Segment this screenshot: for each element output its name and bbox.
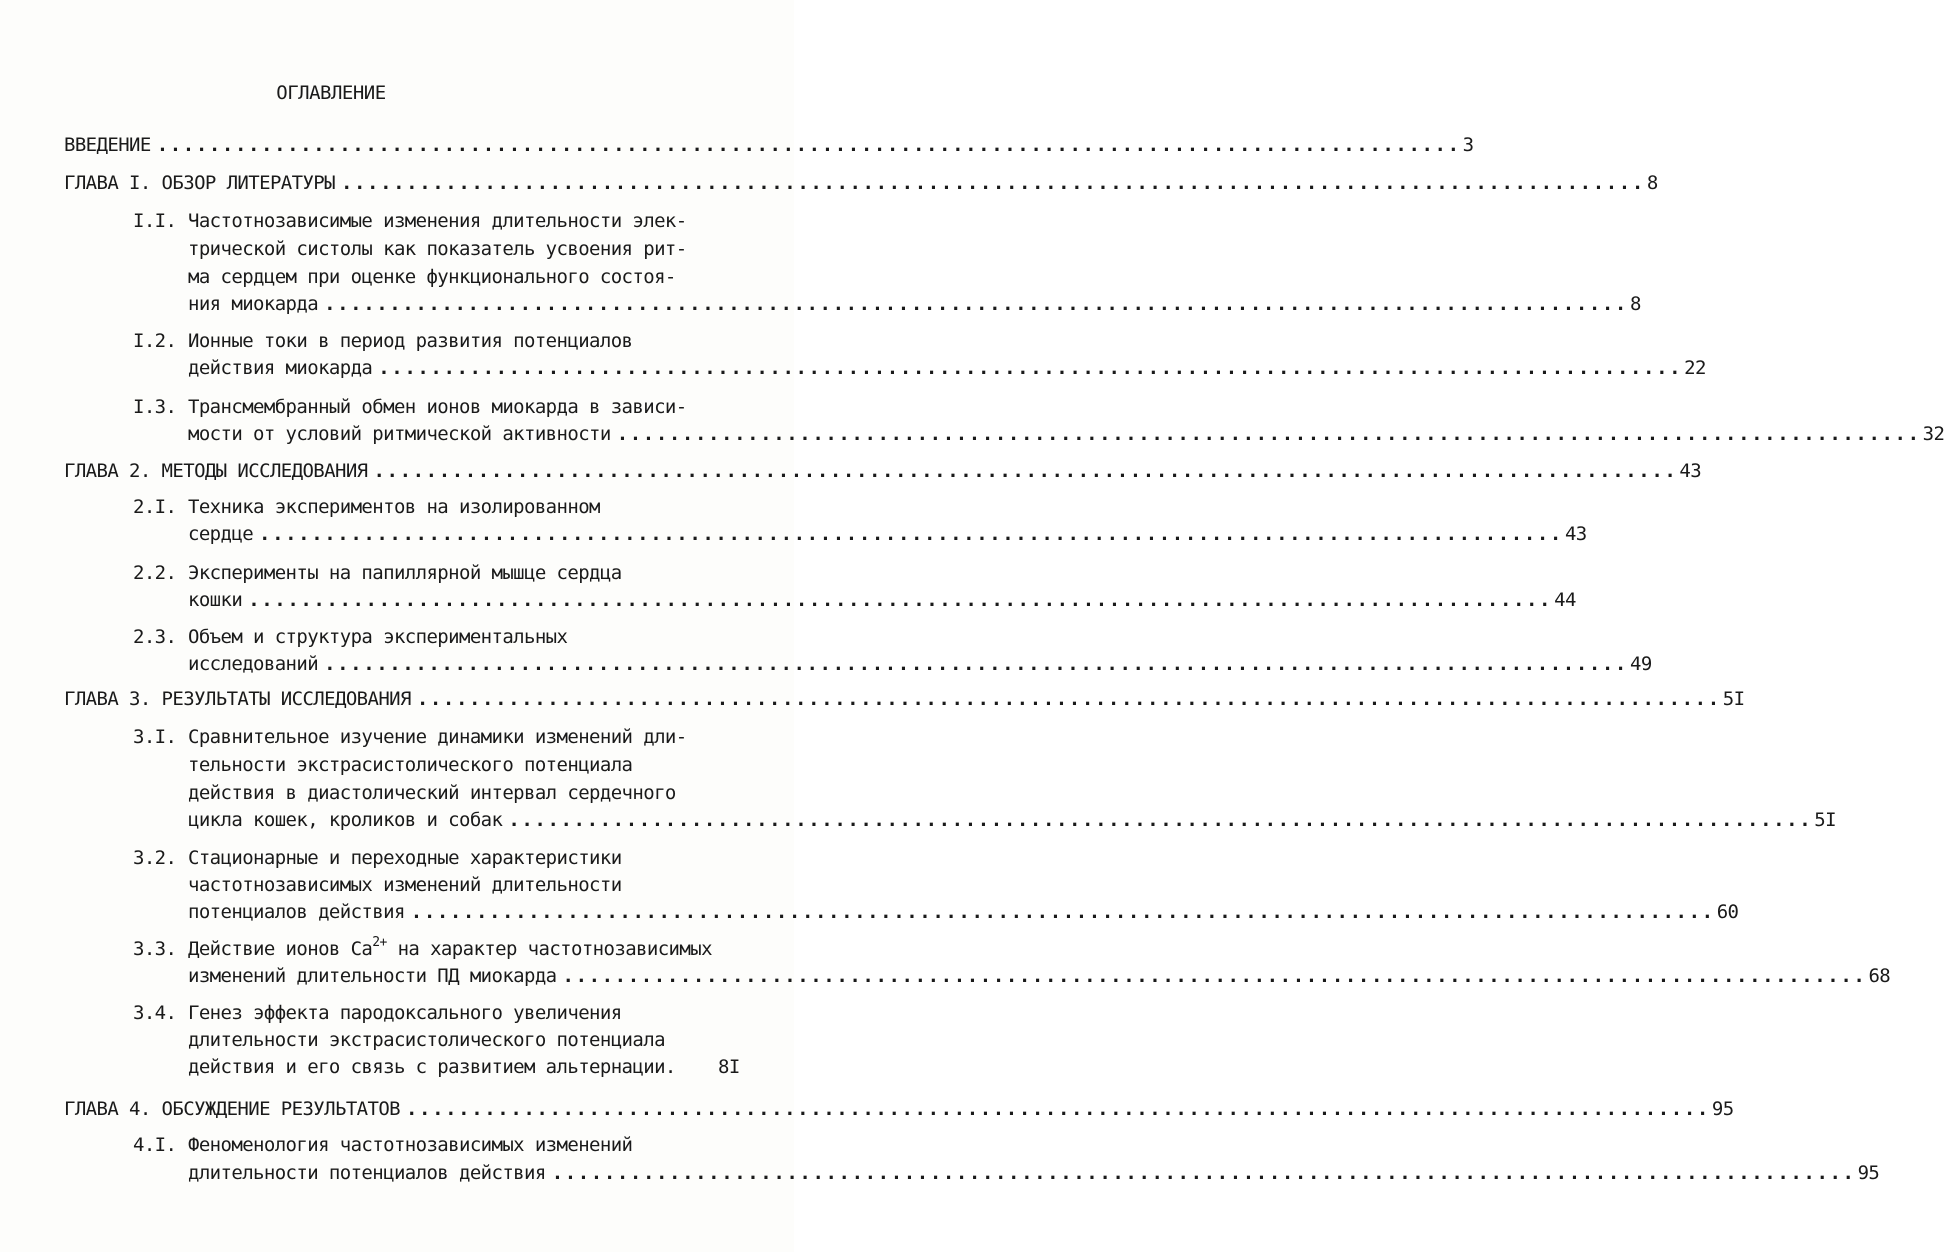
toc-entry-text: цикла кошек, кроликов и собак xyxy=(188,809,503,831)
toc-entry-text: ВВЕДЕНИЕ xyxy=(64,134,151,156)
toc-page-number: 5I xyxy=(1814,809,1836,831)
toc-chapter-3 xyxy=(64,686,1745,712)
toc-page-number: 95 xyxy=(1857,1162,1880,1184)
section-text-line xyxy=(188,936,712,962)
toc-page-number: 44 xyxy=(1554,589,1576,611)
section-text-line: тельности экстрасистолического потенциала xyxy=(188,754,633,776)
dot-leader: .................................................................................................... xyxy=(551,1162,1856,1184)
dot-leader: .................................................................................................... xyxy=(373,460,1678,482)
dot-leader: .................................................................................................... xyxy=(616,423,1921,445)
dot-leader: .................................................................................................... xyxy=(340,172,1645,194)
section-text-line: Генез эффекта пародоксального увеличения xyxy=(188,1002,622,1024)
section-number: 2.2. xyxy=(133,562,177,584)
toc-entry-text: ния миокарда xyxy=(188,293,319,315)
section-text-line: длительности экстрасистолического потенциала xyxy=(188,1029,665,1051)
page-title: ОГЛАВЛЕНИЕ xyxy=(276,82,386,104)
section-text-line: Частотнозависимые изменения длительности элек- xyxy=(188,210,687,232)
section-text-line: Трансмембранный обмен ионов миокарда в зависи- xyxy=(188,396,687,418)
toc-chapter-1 xyxy=(64,170,1658,196)
toc-section-2-2 xyxy=(188,587,1576,613)
dot-leader: .................................................................................................... xyxy=(410,901,1715,923)
section-text-line: Эксперименты на папиллярной мышце сердца xyxy=(188,562,622,584)
toc-entry-text: мости от условий ритмической активности xyxy=(188,423,611,445)
toc-page-number: 8 xyxy=(1629,293,1641,315)
toc-section-2-1 xyxy=(188,521,1587,547)
section-text-line: Феноменология частотнозависимых изменений xyxy=(188,1134,633,1156)
section-text-line: Стационарные и переходные характеристики xyxy=(188,847,622,869)
toc-page-number: 95 xyxy=(1711,1098,1734,1120)
section-text-line: ма сердцем при оценке функционального состоя- xyxy=(188,266,676,288)
section-number: 3.I. xyxy=(133,726,177,748)
toc-page-number: 8 xyxy=(1646,172,1658,194)
toc-page-number: 43 xyxy=(1679,460,1702,482)
section-number: I.3. xyxy=(133,396,177,418)
section-number: 3.2. xyxy=(133,847,177,869)
section-text-line: действия и его связь с развитием альтернации. xyxy=(188,1056,676,1078)
section-number: 2.3. xyxy=(133,626,177,648)
toc-page-number: 60 xyxy=(1716,901,1739,923)
section-number: 4.I. xyxy=(133,1134,177,1156)
toc-page-number: 43 xyxy=(1564,523,1587,545)
toc-section-3-3 xyxy=(188,963,1891,989)
section-number: 3.3. xyxy=(133,938,177,960)
dot-leader: .................................................................................................... xyxy=(416,688,1721,710)
toc-entry-text: сердце xyxy=(188,523,254,545)
section-text-line: действия в диастолический интервал сердечного xyxy=(188,782,676,804)
toc-page-number: 5I xyxy=(1722,688,1745,710)
dot-leader: .................................................................................................... xyxy=(406,1098,1710,1120)
toc-page-number: 3 xyxy=(1462,134,1474,156)
toc-section-1-3 xyxy=(188,421,1944,447)
toc-section-3-2 xyxy=(188,899,1739,925)
toc-section-4-1 xyxy=(188,1160,1880,1186)
toc-entry-text: ГЛАВА I. ОБЗОР ЛИТЕРАТУРЫ xyxy=(64,172,335,194)
section-text-part: на характер частотнозависимых xyxy=(386,938,712,960)
dot-leader: .................................................................................................... xyxy=(156,134,1461,156)
toc-entry-text: потенциалов действия xyxy=(188,901,405,923)
toc-chapter-2 xyxy=(64,458,1702,484)
toc-page-number: 68 xyxy=(1868,965,1891,987)
section-text-line: Техника экспериментов на изолированном xyxy=(188,496,600,518)
toc-section-2-3 xyxy=(188,651,1652,677)
dot-leader: .................................................................................................... xyxy=(324,653,1628,675)
section-text-line: Ионные токи в период развития потенциалов xyxy=(188,330,633,352)
toc-page-number: 32 xyxy=(1922,423,1944,445)
section-number: I.2. xyxy=(133,330,177,352)
toc-page-number: 49 xyxy=(1629,653,1652,675)
toc-chapter-4 xyxy=(64,1096,1734,1122)
toc-entry-text: исследований xyxy=(188,653,319,675)
toc-entry-text: ГЛАВА 2. МЕТОДЫ ИССЛЕДОВАНИЯ xyxy=(64,460,368,482)
toc-section-1-1 xyxy=(188,291,1641,317)
toc-entry-intro xyxy=(64,132,1474,158)
section-number: 3.4. xyxy=(133,1002,177,1024)
superscript-charge: 2+ xyxy=(372,935,387,950)
dot-leader: .................................................................................................... xyxy=(378,357,1683,379)
section-text-line: Сравнительное изучение динамики изменений дли- xyxy=(188,726,687,748)
toc-entry-text: ГЛАВА 3. РЕЗУЛЬТАТЫ ИССЛЕДОВАНИЯ xyxy=(64,688,411,710)
section-text-part: Действие ионов Са xyxy=(188,938,373,960)
dot-leader: .................................................................................................... xyxy=(324,293,1628,315)
toc-section-1-2 xyxy=(188,355,1706,381)
section-text-line: Объем и структура экспериментальных xyxy=(188,626,568,648)
dot-leader: .................................................................................................... xyxy=(508,809,1813,831)
toc-entry-text: длительности потенциалов действия xyxy=(188,1162,546,1184)
toc-entry-text: действия миокарда xyxy=(188,357,373,379)
dot-leader: .................................................................................................... xyxy=(248,589,1553,611)
dot-leader: .................................................................................................... xyxy=(259,523,1563,545)
section-number: I.I. xyxy=(133,210,177,232)
toc-page-number: 8I xyxy=(718,1056,740,1078)
section-number: 2.I. xyxy=(133,496,177,518)
section-text-line: трической систолы как показатель усвоения рит- xyxy=(188,238,687,260)
dot-leader: .................................................................................................... xyxy=(562,965,1867,987)
section-text-line: частотнозависимых изменений длительности xyxy=(188,874,622,896)
toc-section-3-1 xyxy=(188,807,1836,833)
toc-entry-text: изменений длительности ПД миокарда xyxy=(188,965,557,987)
toc-entry-text: ГЛАВА 4. ОБСУЖДЕНИЕ РЕЗУЛЬТАТОВ xyxy=(64,1098,401,1120)
toc-page-number: 22 xyxy=(1684,357,1706,379)
toc-entry-text: кошки xyxy=(188,589,243,611)
